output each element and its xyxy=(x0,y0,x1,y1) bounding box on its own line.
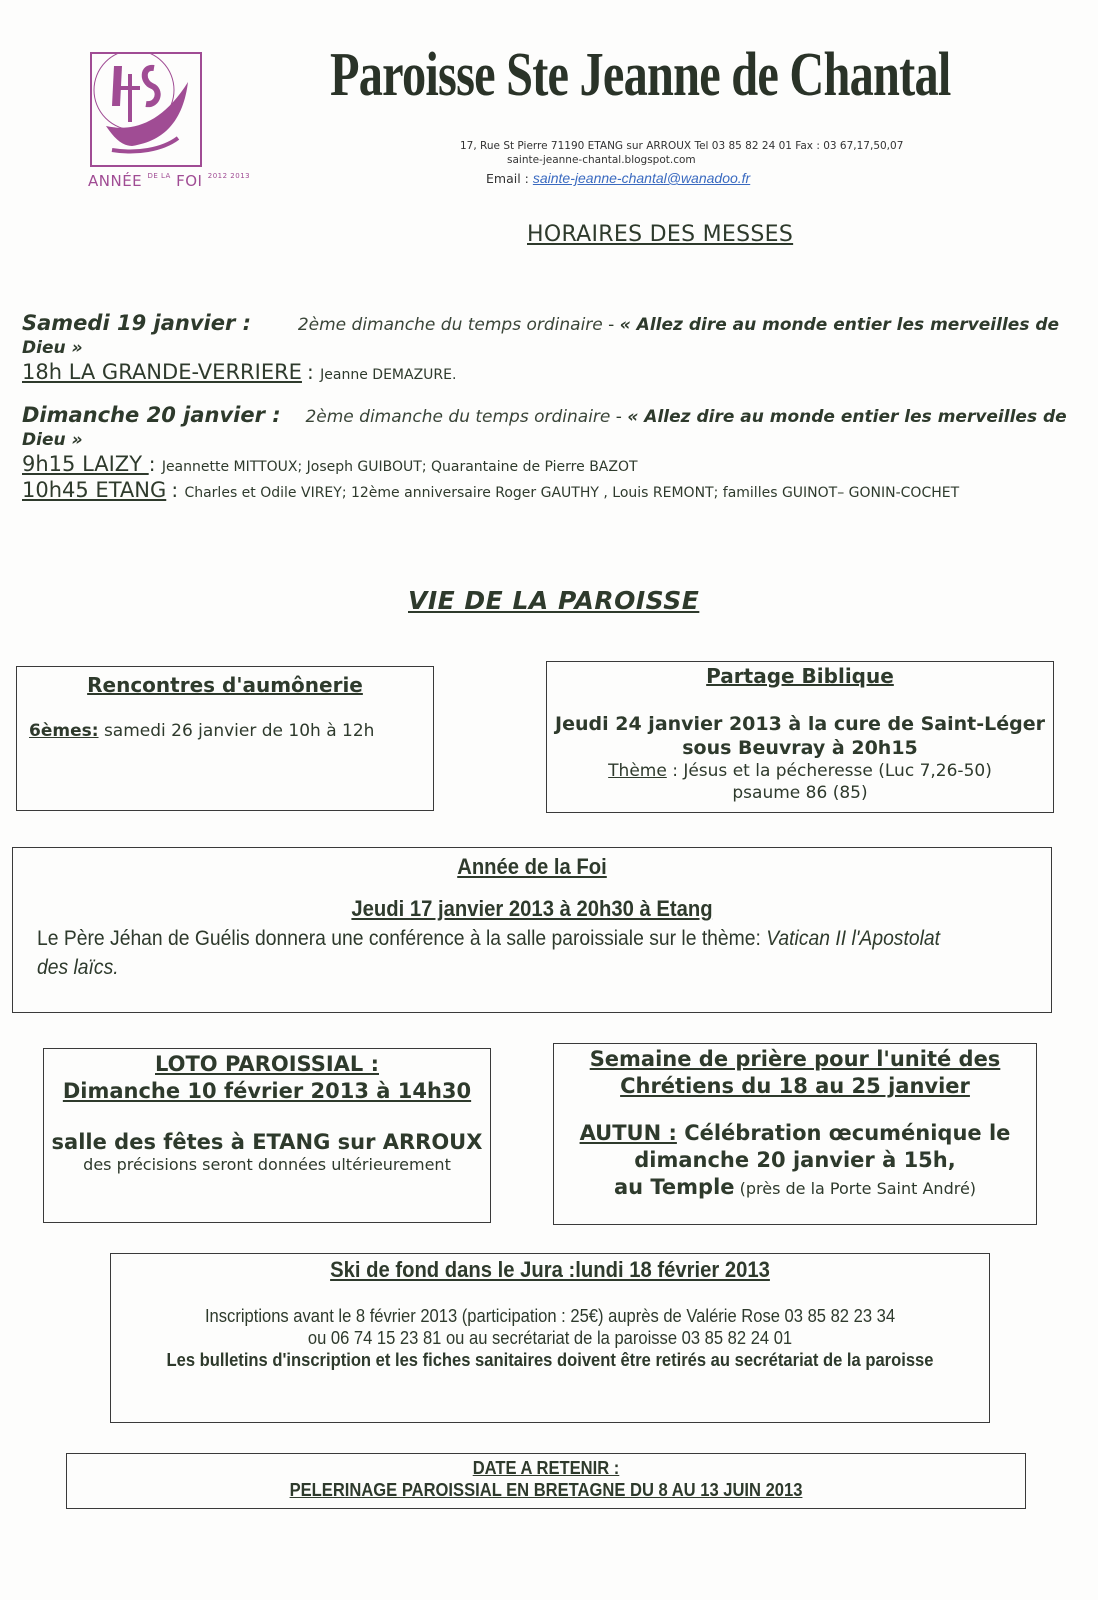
parish-address: 17, Rue St Pierre 71190 ETANG sur ARROUX Tel 03 85 82 24 01 Fax : 03 67,17,50,07 xyxy=(460,140,904,152)
logo-caption-annee: ANNÉE xyxy=(88,172,143,190)
annee-foi-date: Jeudi 17 janvier 2013 à 20h30 à Etang xyxy=(351,896,713,921)
theme-text: : Jésus et la pécheresse (Luc 7,26-50) xyxy=(666,761,992,781)
loto-title: LOTO PAROISSIAL : xyxy=(155,1052,379,1076)
mass-intentions: Jeannette MITTOUX; Joseph GUIBOUT; Quarantaine de Pierre BAZOT xyxy=(161,459,638,475)
liturgy: 2ème dimanche du temps ordinaire xyxy=(305,407,611,427)
mass-place-time: 10h45 ETANG xyxy=(22,478,167,502)
aumonerie-label: 6èmes: xyxy=(29,721,99,741)
retenir-title: DATE A RETENIR : xyxy=(472,1458,620,1478)
day-label: Dimanche 20 janvier : xyxy=(22,403,281,427)
unite-line3 xyxy=(554,1174,1036,1202)
mass-entry: 18h LA GRANDE-VERRIERE : Jeanne DEMAZURE. xyxy=(22,360,457,384)
unite-title-line1: Semaine de prière pour l'unité des xyxy=(589,1047,1001,1071)
partage-title: Partage Biblique xyxy=(706,664,894,688)
conference-description: Le Père Jéhan de Guélis donnera une conférence à la salle paroissiale sur le thème: xyxy=(37,927,767,950)
unite-line2: dimanche 20 janvier à 15h, xyxy=(634,1148,956,1172)
mass-intentions: Jeanne DEMAZURE. xyxy=(320,367,457,383)
aumonerie-title: Rencontres d'aumônerie xyxy=(87,673,363,697)
separator: - xyxy=(610,407,628,427)
partage-theme xyxy=(547,760,1053,783)
annee-foi-box xyxy=(12,847,1052,1013)
vie-heading: VIE DE LA PAROISSE xyxy=(408,586,700,615)
unite-title-line2: Chrétiens du 18 au 25 janvier xyxy=(620,1074,970,1098)
logo-caption-foi: FOI xyxy=(176,172,203,190)
mass-entry: 9h15 LAIZY : Jeannette MITTOUX; Joseph GUIBOUT; Quarantaine de Pierre BAZOT xyxy=(22,452,638,476)
ski-contact: ou 06 74 15 23 81 ou au secrétariat de la paroisse 03 85 82 24 01 xyxy=(307,1328,793,1348)
logo-caption-de-la: DE LA xyxy=(147,172,171,180)
loto-date: Dimanche 10 février 2013 à 14h30 xyxy=(62,1079,472,1103)
unite-venue: au Temple xyxy=(613,1175,735,1199)
separator: - xyxy=(602,315,620,335)
ihs-boat-cross-logo-icon xyxy=(92,54,200,165)
aumonerie-text: samedi 26 janvier de 10h à 12h xyxy=(103,721,375,741)
partage-box xyxy=(546,661,1054,813)
parish-title: Paroisse Ste Jeanne de Chantal xyxy=(330,41,951,109)
mass-day-sunday xyxy=(22,404,1072,452)
ski-box xyxy=(110,1253,990,1423)
annee-foi-text xyxy=(37,924,951,982)
mass-intentions: Charles et Odile VIREY; 12ème anniversaire Roger GAUTHY , Louis REMONT; familles GUINOT– GONIN-COCHET xyxy=(184,485,960,501)
unite-place: AUTUN : xyxy=(579,1121,677,1145)
retenir-box xyxy=(66,1453,1026,1509)
email-label: Email : xyxy=(486,171,529,186)
loto-place: salle des fêtes à ETANG sur ARROUX xyxy=(51,1130,483,1154)
ski-inscriptions: Inscriptions avant le 8 février 2013 (participation : 25€) auprès de Valérie Rose 03 85 82 23 34 xyxy=(204,1306,896,1326)
unite-box xyxy=(553,1043,1037,1225)
ski-bulletins: Les bulletins d'inscription et les fiches sanitaires doivent être retirés au secrétariat de la paroisse xyxy=(166,1350,934,1370)
mass-entry: 10h45 ETANG : Charles et Odile VIREY; 12ème anniversaire Roger GAUTHY , Louis REMONT; familles GUINOT– GONIN-COCHET xyxy=(22,478,960,502)
quote: « Allez dire au monde entier les merveilles de Dieu » xyxy=(22,407,1067,450)
aumonerie-line xyxy=(29,721,433,741)
mass-place-time: 9h15 LAIZY xyxy=(22,452,149,476)
parish-logo xyxy=(90,52,202,167)
email-link[interactable]: sainte-jeanne-chantal@wanadoo.fr xyxy=(532,170,751,186)
logo-caption-years: 2012 2013 xyxy=(207,172,251,180)
unite-venue-detail: (près de la Porte Saint André) xyxy=(734,1179,977,1198)
partage-psalm: psaume 86 (85) xyxy=(732,783,868,803)
retenir-text: PELERINAGE PAROISSIAL EN BRETAGNE DU 8 AU 13 JUIN 2013 xyxy=(289,1480,803,1500)
mass-place-time: 18h LA GRANDE-VERRIERE xyxy=(22,360,302,384)
theme-label: Thème xyxy=(608,761,667,781)
blog-link[interactable]: sainte-jeanne-chantal.blogspot.com xyxy=(507,154,696,166)
logo-caption xyxy=(88,172,251,190)
mass-day-saturday xyxy=(22,312,1072,360)
unite-line1 xyxy=(554,1120,1036,1147)
partage-date: Jeudi 24 janvier 2013 à la cure de Saint-Léger xyxy=(555,713,1045,735)
conference-theme: Vatican II l'Apostolat des laïcs. xyxy=(37,927,940,979)
unite-celebration: Célébration œcuménique le xyxy=(676,1121,1011,1145)
loto-note: des précisions seront données ultérieurement xyxy=(83,1155,451,1174)
partage-place: sous Beuvray à 20h15 xyxy=(682,737,918,759)
email-line xyxy=(486,170,750,186)
liturgy: 2ème dimanche du temps ordinaire xyxy=(297,315,603,335)
loto-box xyxy=(43,1048,491,1223)
ski-title: Ski de fond dans le Jura :lundi 18 février 2013 xyxy=(330,1257,770,1282)
annee-foi-title: Année de la Foi xyxy=(457,854,607,879)
aumonerie-box xyxy=(16,666,434,811)
horaires-heading: HORAIRES DES MESSES xyxy=(527,222,794,247)
quote: « Allez dire au monde entier les merveilles de Dieu » xyxy=(22,315,1060,358)
day-label: Samedi 19 janvier : xyxy=(22,311,252,335)
